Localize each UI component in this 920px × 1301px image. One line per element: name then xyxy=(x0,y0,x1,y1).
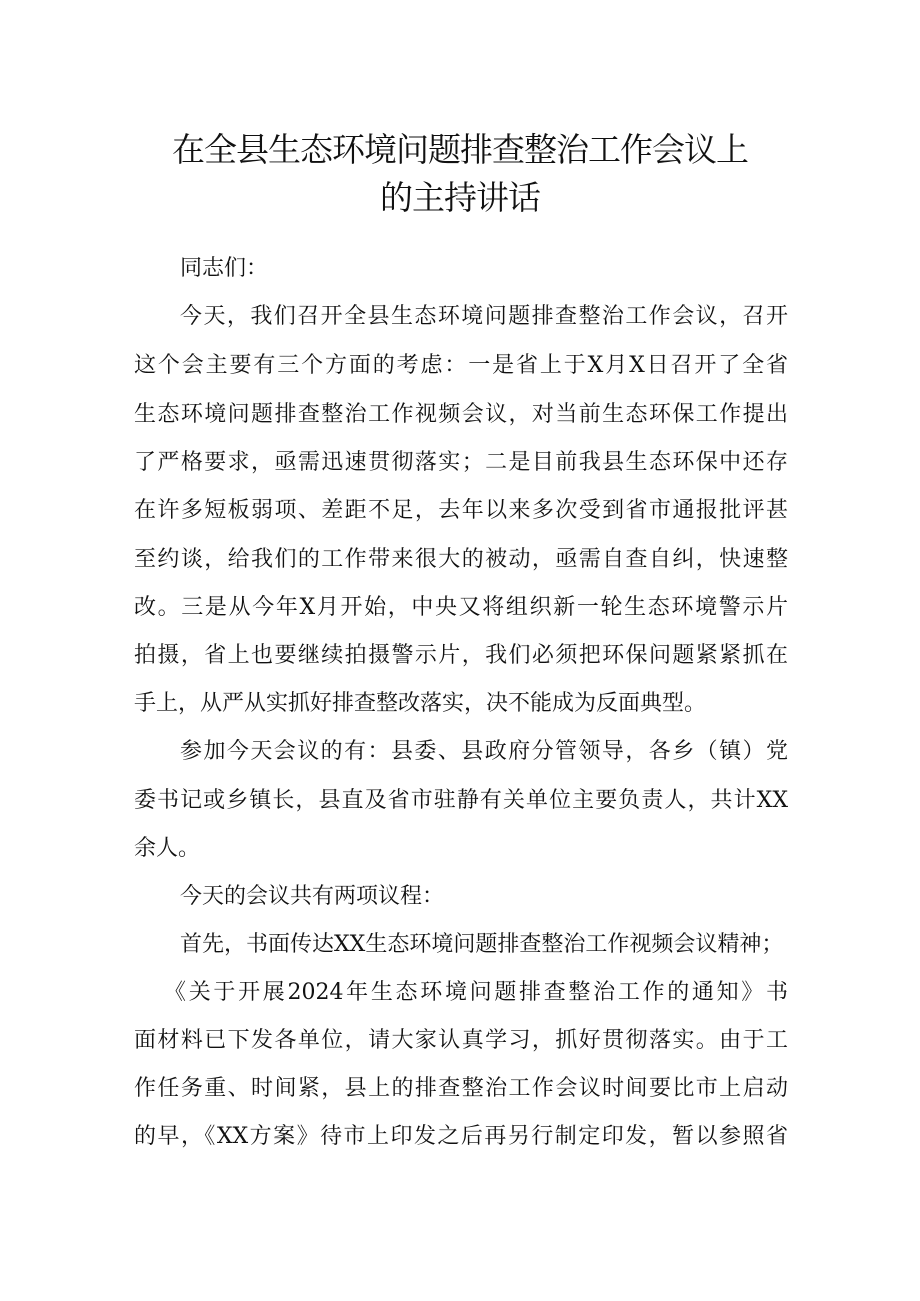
salutation: 同志们： xyxy=(180,256,269,281)
paragraph-5-line-2: 面材料已下发各单位，请大家认真学习，抓好贯彻落实。由于工 xyxy=(134,1028,788,1053)
paragraph-1-line-1: 今天，我们召开全县生态环境问题排查整治工作会议，召开 xyxy=(180,304,788,329)
paragraph-5-line-3: 作任务重、时间紧，县上的排查整治工作会议时间要比市上启动 xyxy=(134,1076,788,1101)
paragraph-5-line-1: 《关于开展2024年生态环境问题排查整治工作的通知》书 xyxy=(164,980,788,1005)
paragraph-2-line-1: 参加今天会议的有：县委、县政府分管领导，各乡（镇）党 xyxy=(180,739,788,764)
paragraph-1-line-7: 改。三是从今年X月开始，中央又将组织新一轮生态环境警示片 xyxy=(134,595,788,620)
paragraph-1-line-9: 手上，从严从实抓好排查整改落实，决不能成为反面典型。 xyxy=(134,691,707,716)
document-title-line-2: 的主持讲话 xyxy=(380,178,540,217)
paragraph-5-line-4: 的早，《XX方案》待市上印发之后再另行制定印发，暂以参照省 xyxy=(134,1124,788,1149)
paragraph-1-line-5: 在许多短板弱项、差距不足，去年以来多次受到省市通报批评甚 xyxy=(134,498,788,523)
document-title-line-1: 在全县生态环境问题排查整治工作会议上 xyxy=(172,130,748,169)
paragraph-2-line-3: 余人。 xyxy=(134,836,201,861)
paragraph-3: 今天的会议共有两项议程： xyxy=(180,884,445,909)
paragraph-2-line-2: 委书记或乡镇长，县直及省市驻静有关单位主要负责人，共计XX xyxy=(134,788,788,813)
paragraph-1-line-6: 至约谈，给我们的工作带来很大的被动，亟需自查自纠，快速整 xyxy=(134,547,788,572)
paragraph-1-line-2: 这个会主要有三个方面的考虑：一是省上于X月X日召开了全省 xyxy=(134,353,788,378)
paragraph-1-line-8: 拍摄，省上也要继续拍摄警示片，我们必须把环保问题紧紧抓在 xyxy=(134,643,788,668)
paragraph-4: 首先，书面传达XX生态环境问题排查整治工作视频会议精神； xyxy=(180,932,784,957)
paragraph-1-line-4: 了严格要求，亟需迅速贯彻落实；二是目前我县生态环保中还存 xyxy=(134,450,788,475)
paragraph-1-line-3: 生态环境问题排查整治工作视频会议，对当前生态环保工作提出 xyxy=(134,402,788,427)
